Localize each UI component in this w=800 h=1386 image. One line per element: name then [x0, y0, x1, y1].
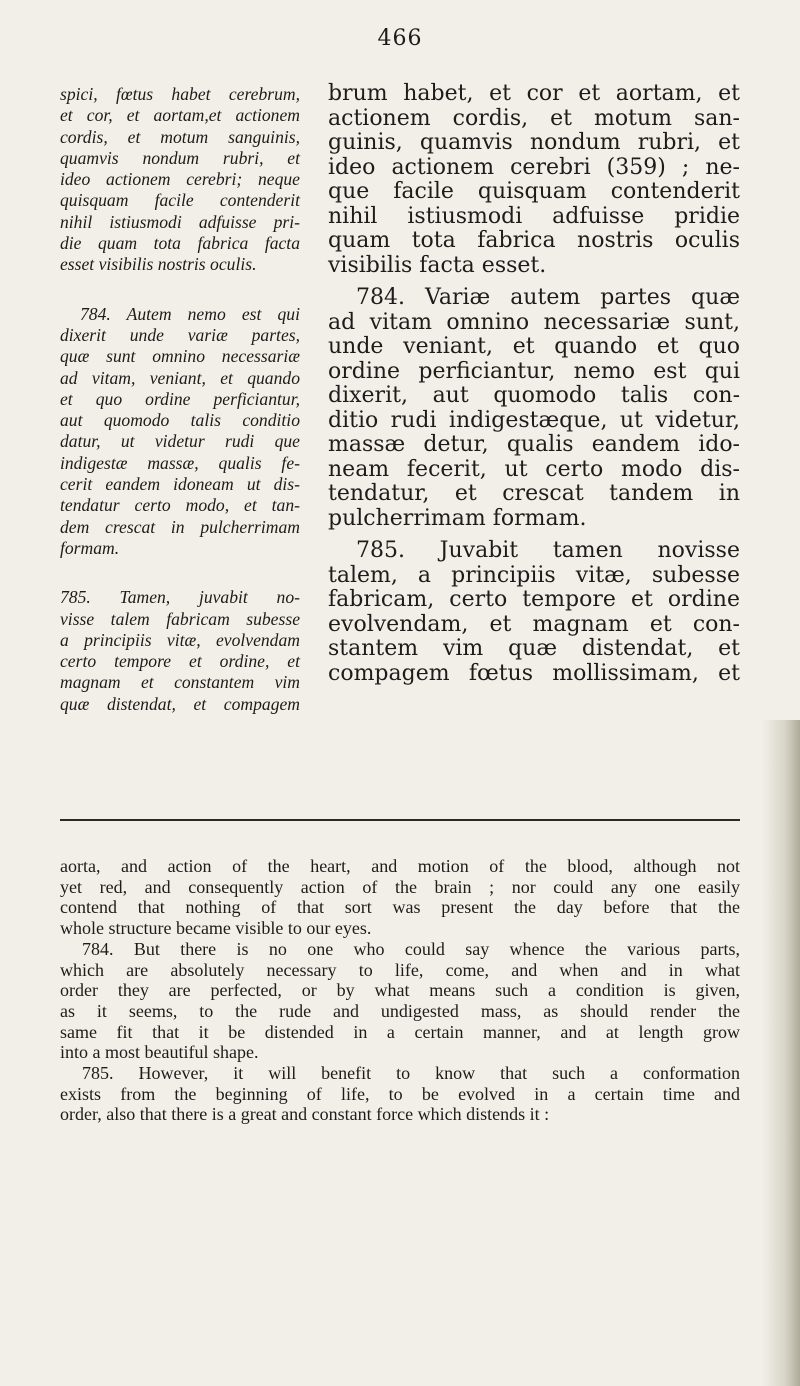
text-line: dem crescat in pulcherrimam [60, 516, 300, 537]
right-paragraph-784 [328, 286, 740, 531]
latin-column-italic [60, 84, 300, 715]
left-paragraph-1 [60, 84, 300, 276]
text-line: 785. However, it will benefit to know that such a conformation [82, 1063, 740, 1084]
text-line: magnam et constantem vim [60, 672, 300, 693]
text-line: cordis, et motum sanguinis, [60, 126, 300, 147]
text-line: esset visibilis nostris oculis. [60, 254, 257, 275]
text-line: which are absolutely necessary to life, come, and when and in what [60, 959, 740, 980]
text-line: formam. [60, 537, 120, 558]
text-line: same fit that it be distended in a certain manner, and at length grow [60, 1021, 740, 1042]
text-line: quam tota fabrica nostris oculis [328, 228, 740, 253]
text-line: whole structure became visible to our eyes. [60, 918, 372, 939]
text-line: die quam tota fabrica facta [60, 233, 300, 254]
text-line: 784. But there is no one who could say whence the various parts, [82, 938, 740, 959]
page-edge-shadow [762, 720, 800, 1386]
text-line: exists from the beginning of life, to be evolved in a certain time and [60, 1083, 740, 1104]
text-line: que facile quisquam contenderit [328, 179, 740, 204]
text-line: ideo actionem cerebri (359) ; ne- [328, 154, 740, 180]
text-line: compagem fœtus mollissimam, et [328, 660, 740, 686]
left-paragraph-785 [60, 587, 300, 715]
text-line: massæ detur, qualis eandem ido- [328, 432, 740, 457]
text-line: brum habet, et cor et aortam, et [328, 81, 740, 106]
text-line: actionem cordis, et motum san- [328, 105, 740, 131]
text-line: dixerit, aut quomodo talis con- [328, 383, 740, 408]
text-line: aorta, and action of the heart, and motion of the blood, although not [60, 856, 740, 876]
text-line: ditio rudi indigestæque, ut videtur, [328, 407, 740, 433]
text-line: nihil istiusmodi adfuisse pri- [60, 211, 300, 232]
text-line: quisquam facile contenderit [60, 190, 300, 211]
text-line: cerit eandem idoneam ut dis- [60, 474, 300, 495]
text-line: et quo ordine perficiantur, [60, 388, 300, 409]
text-line: order they are perfected, or by what means such a condition is given, [60, 980, 740, 1001]
text-line: yet red, and consequently action of the brain ; nor could any one easily [60, 876, 740, 897]
text-line: ad vitam, veniant, et quando [60, 367, 300, 388]
text-line: tendatur, et crescat tandem in [328, 481, 740, 506]
latin-column-roman [328, 82, 740, 686]
text-line: quæ distendat, et compagem [60, 693, 300, 714]
text-line: quamvis nondum rubri, et [60, 147, 300, 168]
page-number: 466 [377, 26, 423, 51]
text-line: certo tempore et ordine, et [60, 651, 300, 672]
text-line: indigestæ massæ, qualis fe- [60, 452, 300, 473]
text-line: fabricam, certo tempore et ordine [328, 587, 740, 612]
text-line: a principiis vitæ, evolvendam [60, 629, 300, 650]
text-line: ideo actionem cerebri; neque [60, 169, 300, 190]
text-line: into a most beautiful shape. [60, 1042, 259, 1063]
text-line: talem, a principiis vitæ, subesse [328, 562, 740, 588]
text-line: nihil istiusmodi adfuisse pridie [328, 203, 740, 229]
text-line: 785. Juvabit tamen novisse [356, 538, 740, 563]
text-line: neam fecerit, ut certo modo dis- [328, 456, 740, 482]
text-line: evolvendam, et magnam et con- [328, 611, 740, 637]
text-line: spici, fœtus habet cerebrum, [60, 84, 300, 104]
english-translation [60, 856, 740, 1125]
text-line: visibilis facta esset. [328, 252, 547, 278]
right-paragraph-785 [328, 539, 740, 686]
text-line: aut quomodo talis conditio [60, 410, 300, 431]
text-line: tendatur certo modo, et tan- [60, 495, 300, 516]
text-line: 785. Tamen, juvabit no- [60, 587, 300, 608]
left-paragraph-784 [60, 304, 300, 560]
text-line: unde veniant, et quando et quo [328, 334, 740, 359]
text-line: ordine perficiantur, nemo est qui [328, 358, 740, 384]
text-line: stantem vim quæ distendat, et [328, 636, 740, 661]
text-line: visse talem fabricam subesse [60, 608, 300, 629]
text-line: quæ sunt omnino necessariæ [60, 346, 300, 367]
text-line: as it seems, to the rude and undigested mass, as should render the [60, 1000, 740, 1021]
text-line: datur, ut videtur rudi que [60, 431, 300, 452]
text-line: guinis, quamvis nondum rubri, et [328, 130, 740, 155]
footnote-divider [60, 819, 740, 821]
text-line: et cor, et aortam,et actionem [60, 105, 300, 126]
text-line: 784. Autem nemo est qui [80, 303, 300, 324]
text-line: 784. Variæ autem partes quæ [356, 285, 740, 310]
text-line: pulcherrimam formam. [328, 505, 587, 531]
text-line: ad vitam omnino necessariæ sunt, [328, 309, 740, 335]
text-line: contend that nothing of that sort was present the day before that the [60, 897, 740, 918]
text-line: order, also that there is a great and constant force which distends it : [60, 1104, 550, 1125]
text-line: dixerit unde variæ partes, [60, 324, 300, 345]
right-paragraph-1 [328, 82, 740, 278]
